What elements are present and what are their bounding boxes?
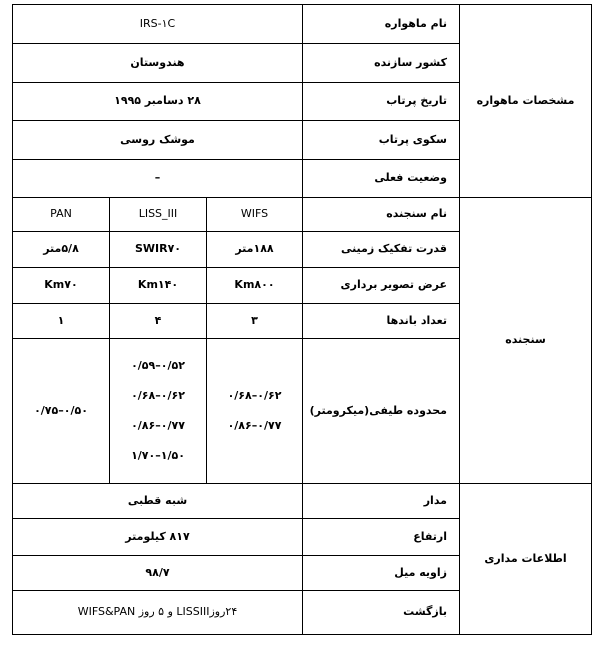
label-revisit: بازگشت bbox=[303, 591, 460, 635]
spectral-liss-3: ۰/۷۷–۰/۸۶ bbox=[131, 419, 185, 432]
resolution-wifs: ۱۸۸متر bbox=[207, 232, 303, 268]
swath-pan: Km۷۰ bbox=[13, 268, 110, 304]
value-launch-platform: موشک روسی bbox=[13, 121, 303, 160]
sensor-name-pan: PAN bbox=[13, 198, 110, 232]
value-revisit: ۲۴روزLISSIII و ۵ روز WIFS&PAN bbox=[13, 591, 303, 635]
label-orbit: مدار bbox=[303, 484, 460, 519]
sensor-name-liss: LISS_III bbox=[110, 198, 207, 232]
bands-liss: ۴ bbox=[110, 304, 207, 339]
spectral-liss-2: ۰/۶۲–۰/۶۸ bbox=[131, 389, 185, 402]
spectral-liss bbox=[110, 339, 207, 484]
label-band-count: تعداد باندها bbox=[303, 304, 460, 339]
spectral-wifs bbox=[207, 339, 303, 484]
label-manufacturer-country: کشور سازنده bbox=[303, 44, 460, 83]
label-current-status: وضعیت فعلی bbox=[303, 160, 460, 198]
group-sensor: سنجنده bbox=[460, 198, 592, 484]
swath-liss: Km۱۴۰ bbox=[110, 268, 207, 304]
swath-wifs: Km۸۰۰ bbox=[207, 268, 303, 304]
label-ground-resolution: قدرت تفکیک زمینی bbox=[303, 232, 460, 268]
label-launch-date: تاریخ پرتاب bbox=[303, 83, 460, 121]
spectral-wifs-2: ۰/۷۷–۰/۸۶ bbox=[227, 419, 282, 432]
group-satellite-specs: مشخصات ماهواره bbox=[460, 5, 592, 198]
label-swath-width: عرض تصویر برداری bbox=[303, 268, 460, 304]
label-satellite-name: نام ماهواره bbox=[303, 5, 460, 44]
label-altitude: ارتفاع bbox=[303, 519, 460, 556]
value-satellite-name: IRS-۱C bbox=[13, 5, 303, 44]
spectral-pan: ۰/۵۰–۰/۷۵ bbox=[13, 339, 110, 484]
label-inclination: زاویه میل bbox=[303, 556, 460, 591]
group-orbit-info: اطلاعات مداری bbox=[460, 484, 592, 635]
label-spectral-range: محدوده طیفی(میکرومتر) bbox=[303, 339, 460, 484]
spectral-liss-1: ۰/۵۲–۰/۵۹ bbox=[131, 359, 185, 372]
label-launch-platform: سکوی پرتاب bbox=[303, 121, 460, 160]
value-altitude: ۸۱۷ کیلومتر bbox=[13, 519, 303, 556]
resolution-pan: ۵/۸متر bbox=[13, 232, 110, 268]
specs-table bbox=[12, 4, 592, 635]
value-inclination: ۹۸/۷ bbox=[13, 556, 303, 591]
sensor-name-wifs: WIFS bbox=[207, 198, 303, 232]
label-sensor-name: نام سنجنده bbox=[303, 198, 460, 232]
value-launch-date: ۲۸ دسامبر ۱۹۹۵ bbox=[13, 83, 303, 121]
value-orbit: شبه قطبی bbox=[13, 484, 303, 519]
value-current-status: – bbox=[13, 160, 303, 198]
bands-pan: ۱ bbox=[13, 304, 110, 339]
spectral-liss-4: ۱/۵۰–۱/۷۰ bbox=[131, 449, 185, 462]
spectral-wifs-1: ۰/۶۲–۰/۶۸ bbox=[227, 389, 282, 402]
value-manufacturer-country: هندوستان bbox=[13, 44, 303, 83]
bands-wifs: ۳ bbox=[207, 304, 303, 339]
resolution-liss: SWIR۷۰ bbox=[110, 232, 207, 268]
